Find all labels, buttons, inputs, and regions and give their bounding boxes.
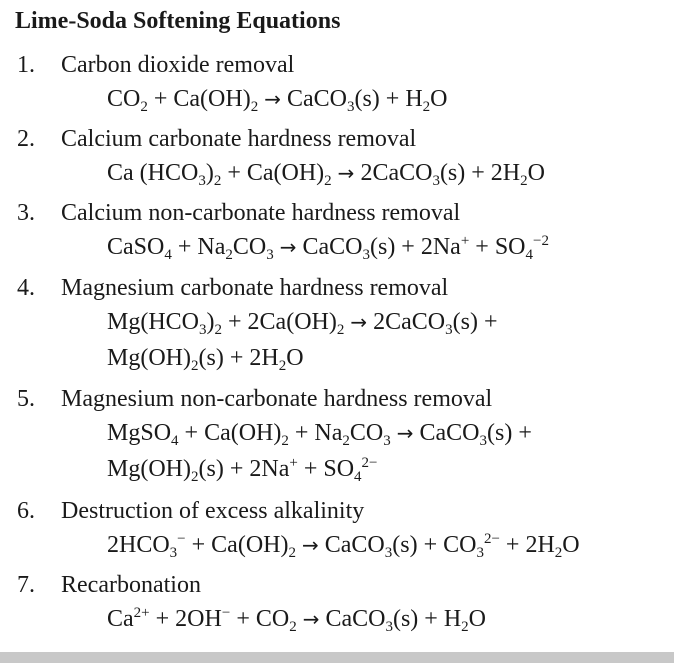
- equation-line: $Ca^{2+} + 2OH^- + CO_2$ → CaCO$_3$(s) + $H_2O$: [107, 605, 486, 635]
- item-heading: Carbon dioxide removal: [61, 52, 295, 78]
- item-heading: Magnesium carbonate hardness removal: [61, 275, 449, 301]
- equation-line: $Mg(HCO_3)_2 + 2Ca(OH)_2$ → 2CaCO$_3$(s) +: [107, 309, 498, 338]
- item-heading: Recarbonation: [61, 572, 201, 598]
- item-number: 1.: [17, 52, 35, 78]
- item-heading: Calcium carbonate hardness removal: [61, 126, 417, 152]
- item-number: 4.: [17, 275, 35, 301]
- item-number: 2.: [17, 126, 35, 152]
- equation-line: CaSO$_4$ + $Na_2CO_3$ → CaCO$_3$(s) + $2Na^+ + SO_4^{-2}$: [107, 233, 549, 263]
- equation-line: MgSO$_4$ + $Ca(OH)_2 + Na_2CO_3$ → CaCO$_3$(s) +: [107, 420, 532, 449]
- item-number: 7.: [17, 572, 35, 598]
- item-number: 3.: [17, 200, 35, 226]
- bottom-divider-bar: [0, 652, 674, 663]
- document-title: Lime-Soda Softening Equations: [15, 8, 341, 34]
- equation-line: $2HCO_3^- + Ca(OH)_2$ → CaCO$_3$(s) + $CO_3^{2-} + 2H_2O$: [107, 531, 580, 561]
- item-heading: Magnesium non-carbonate hardness removal: [61, 386, 493, 412]
- equation-line-continued: $Mg(OH)_2(s) + 2H_2O$: [107, 345, 304, 374]
- item-number: 5.: [17, 386, 35, 412]
- item-number: 6.: [17, 498, 35, 524]
- equation-line-continued: $Mg(OH)_2(s) + 2Na^+ + SO_4^{2-}$: [107, 455, 378, 485]
- item-heading: Destruction of excess alkalinity: [61, 498, 365, 524]
- equation-line: Ca $(HCO_3)_2 + Ca(OH)_2$ → 2CaCO$_3$(s) + $2H_2O$: [107, 160, 545, 189]
- equation-line: $CO_2 + Ca(OH)_2$ → CaCO$_3$(s) + $H_2O$: [107, 86, 448, 115]
- item-heading: Calcium non-carbonate hardness removal: [61, 200, 461, 226]
